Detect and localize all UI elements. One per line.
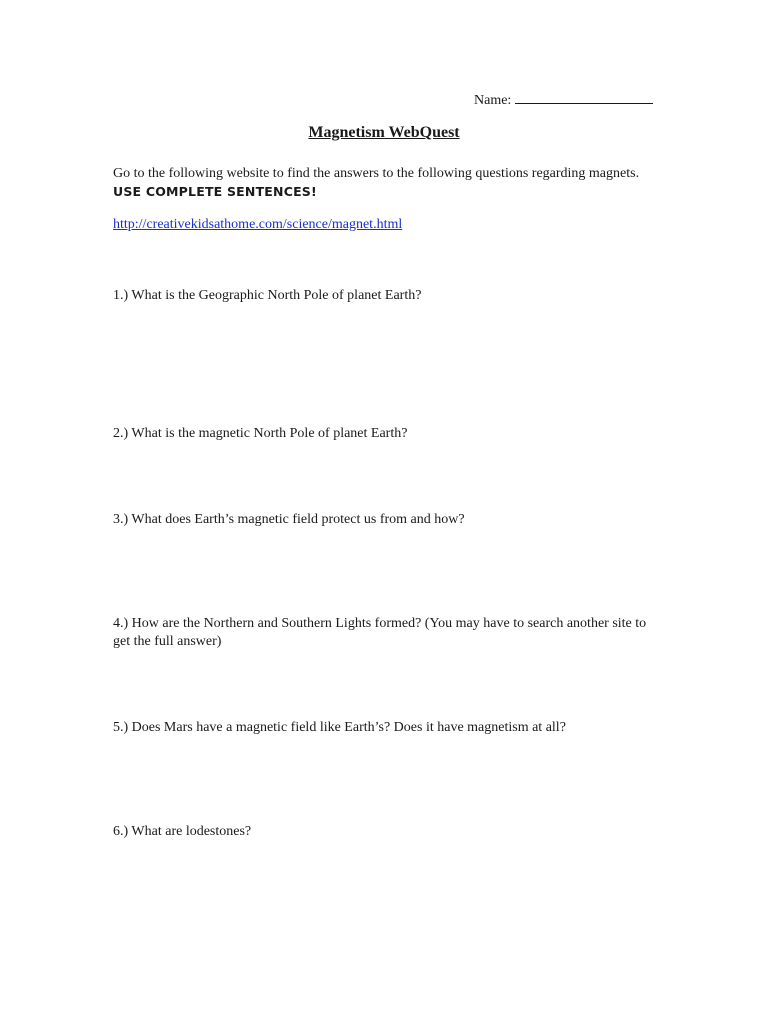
question-2: 2.) What is the magnetic North Pole of planet Earth? <box>113 426 408 441</box>
question-4: 4.) How are the Northern and Southern Lights formed? (You may have to search another site to get the full answer) <box>113 616 647 649</box>
question-5: 5.) Does Mars have a magnetic field like Earth’s? Does it have magnetism at all? <box>113 720 566 735</box>
instructions-emphasis: USE COMPLETE SENTENCES! <box>113 184 317 199</box>
name-label: Name: <box>474 93 512 108</box>
question-3: 3.) What does Earth’s magnetic field protect us from and how? <box>113 512 465 527</box>
instructions-text: Go to the following website to find the answers to the following questions regarding magnets. <box>113 166 640 181</box>
question-1: 1.) What is the Geographic North Pole of planet Earth? <box>113 288 422 303</box>
page-title: Magnetism WebQuest <box>308 124 460 141</box>
instructions-paragraph <box>113 165 653 202</box>
name-blank-line[interactable] <box>515 90 653 104</box>
name-field <box>474 90 653 109</box>
resource-link[interactable]: http://creativekidsathome.com/science/magnet.html <box>113 217 403 232</box>
question-6: 6.) What are lodestones? <box>113 824 252 839</box>
